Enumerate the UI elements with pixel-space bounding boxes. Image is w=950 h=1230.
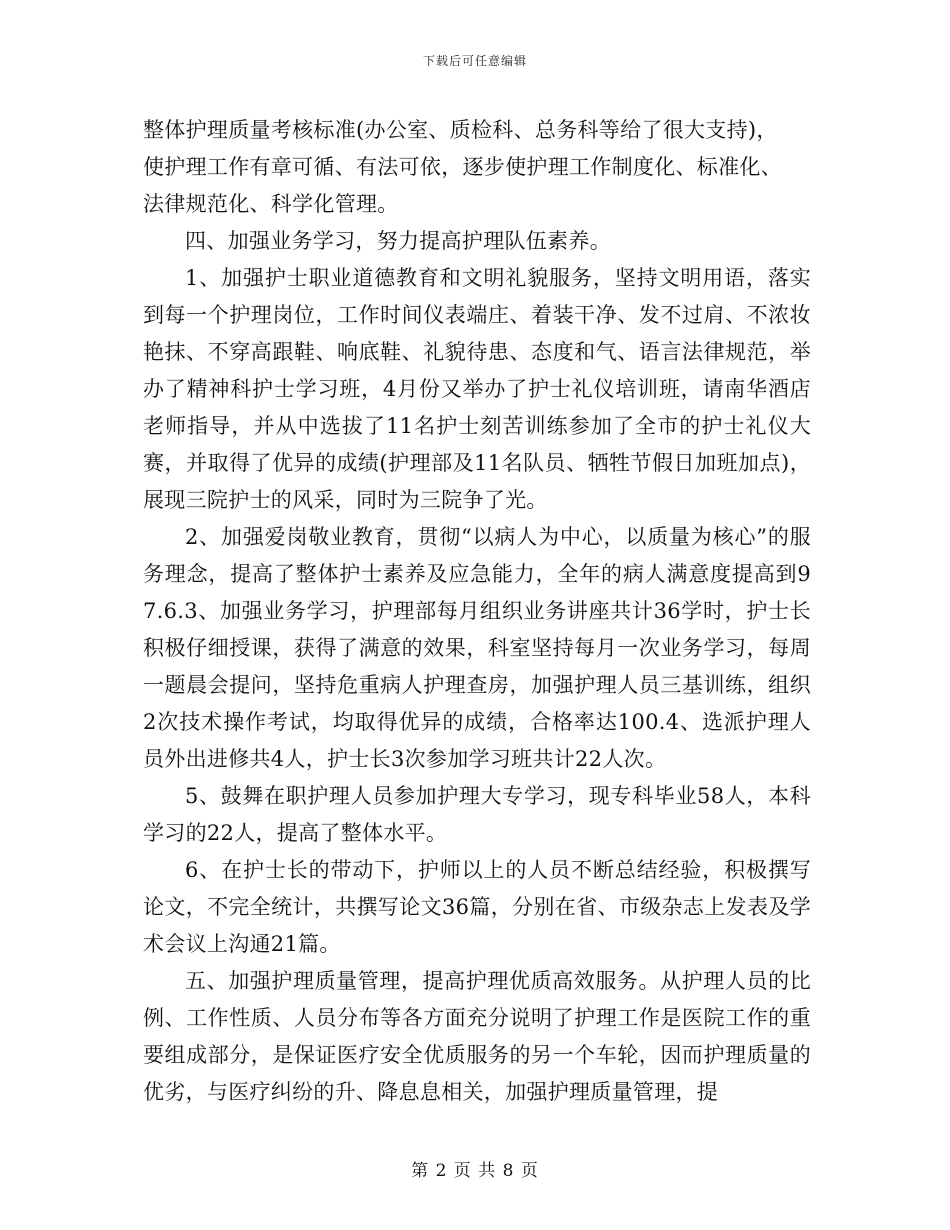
document-body [143,112,811,1111]
page-footer: 第 2 页 共 8 页 [411,1161,539,1181]
paragraph-continuation [143,112,811,223]
section-heading-4: 四、加强业务学习，努力提高护理队伍素养。 [185,229,611,253]
text-line: 整体护理质量考核标准(办公室、质检科、总务科等给了很大支持)， [143,118,778,142]
paragraph-item-6: 6、在护士长的带动下，护师以上的人员不断总结经验，积极撰写论文，不完全统计，共撰写论文36篇，分别在省、市级杂志上发表及学术会议上沟通21篇。 [143,858,811,956]
paragraph-item-1: 1、加强护士职业道德教育和文明礼貌服务，坚持文明用语，落实到每一个护理岗位，工作时间仪表端庄、着装干净、发不过肩、不浓妆艳抹、不穿高跟鞋、响底鞋、礼貌待患、态度和气、语言法律规范，举办了精神科护士学习班，4月份又举办了护士礼仪培训班，请南华酒店老师指导，并从中选拔了11名护士刻苦训练参加了全市的护士礼仪大赛，并取得了优异的成绩(护理部及11名队员、牺牲节假日加班加点)，展现三院护士的风采，同时为三院争了光。 [143,266,811,512]
page-header: 下载后可任意编辑 [422,54,527,68]
paragraph-item-5: 5、鼓舞在职护理人员参加护理大专学习，现专科毕业58人，本科学习的22人，提高了整体水平。 [143,784,811,845]
text-line: 使护理工作有章可循、有法可依，逐步使护理工作制度化、标准化、 [143,155,782,179]
paragraph-item-2: 2、加强爱岗敬业教育，贯彻“以病人为中心，以质量为核心”的服务理念，提高了整体护士素养及应急能力，全年的病人满意度提高到97.6.3、加强业务学习，护理部每月组织业务讲座共计36学时，护士长积极仔细授课，获得了满意的效果，科室坚持每月一次业务学习，每周一题晨会提问，坚持危重病人护理查房，加强护理人员三基训练，组织2次技术操作考试，均取得优异的成绩，合格率达100.4、选派护理人员外出进修共4人，护士长3次参加学习班共计22人次。 [143,525,811,771]
section-heading-5: 五、加强护理质量管理，提高护理优质高效服务。从护理人员的比例、工作性质、人员分布等各方面充分说明了护理工作是医院工作的重要组成部分，是保证医疗安全优质服务的另一个车轮，因而护理质量的优劣，与医疗纠纷的升、降息息相关，加强护理质量管理，提 [143,969,811,1104]
text-line: 法律规范化、科学化管理。 [143,192,399,216]
